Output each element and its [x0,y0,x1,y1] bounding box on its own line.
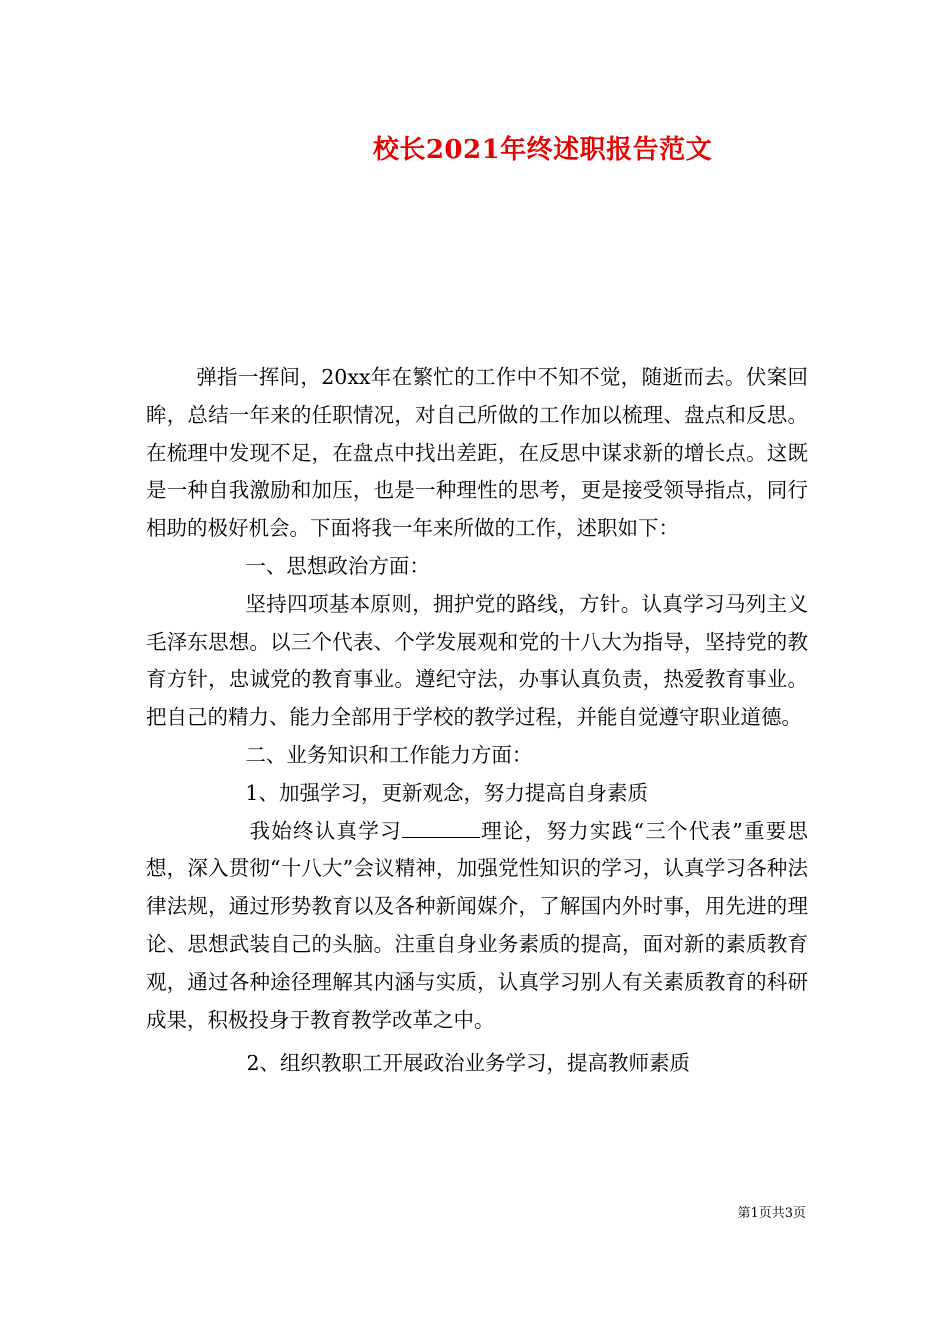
study-text-after: 理论，努力实践“三个代表”重要思想，深入贯彻“十八大”会议精神，加强党性知识的学习，认真学习各种法律法规，通过形势教育以及各种新闻媒介，了解国内外时事，用先进的理论、思想武装自己的头脑。注重自身业务素质的提高，面对新的素质教育观，通过各种途径理解其内涵与实质，认真学习别人有关素质教育的科研成果，积极投身于教育教学改革之中。 [146,818,809,1032]
paragraph-political: 坚持四项基本原则，拥护党的路线，方针。认真学习马列主义毛泽东思想。以三个代表、个学发展观和党的十八大为指导，坚持党的教育方针，忠诚党的教育事业。遵纪守法，办事认真负责，热爱教育事业。把自己的精力、能力全部用于学校的教学过程，并能自觉遵守职业道德。 [146,591,808,730]
page-number: 第1页共3页 [737,1206,806,1221]
subheading-study: 1、加强学习，更新观念，努力提高自身素质 [245,780,648,805]
paragraph-intro: 弹指一挥间，20xx年在繁忙的工作中不知不觉，随逝而去。伏案回眸，总结一年来的任职情况，对自己所做的工作加以梳理、盘点和反思。在梳理中发现不足，在盘点中找出差距，在反思中谋求新的增长点。这既是一种自我激励和加压，也是一种理性的思考，更是接受领导指点，同行相助的极好机会。下面将我一年来所做的工作，述职如下： [146,365,808,541]
document-body [146,359,808,1083]
page-title: 校长2021年终述职报告范文 [372,135,713,165]
subheading-staff-study: 2、组织教职工开展政治业务学习，提高教师素质 [246,1051,690,1076]
section-heading-business: 二、业务知识和工作能力方面： [245,742,533,767]
paragraph-study [146,813,808,1040]
fill-in-blank [402,817,480,838]
section-heading-political: 一、思想政治方面： [245,553,430,578]
study-text-before: 我始终认真学习 [249,818,402,843]
